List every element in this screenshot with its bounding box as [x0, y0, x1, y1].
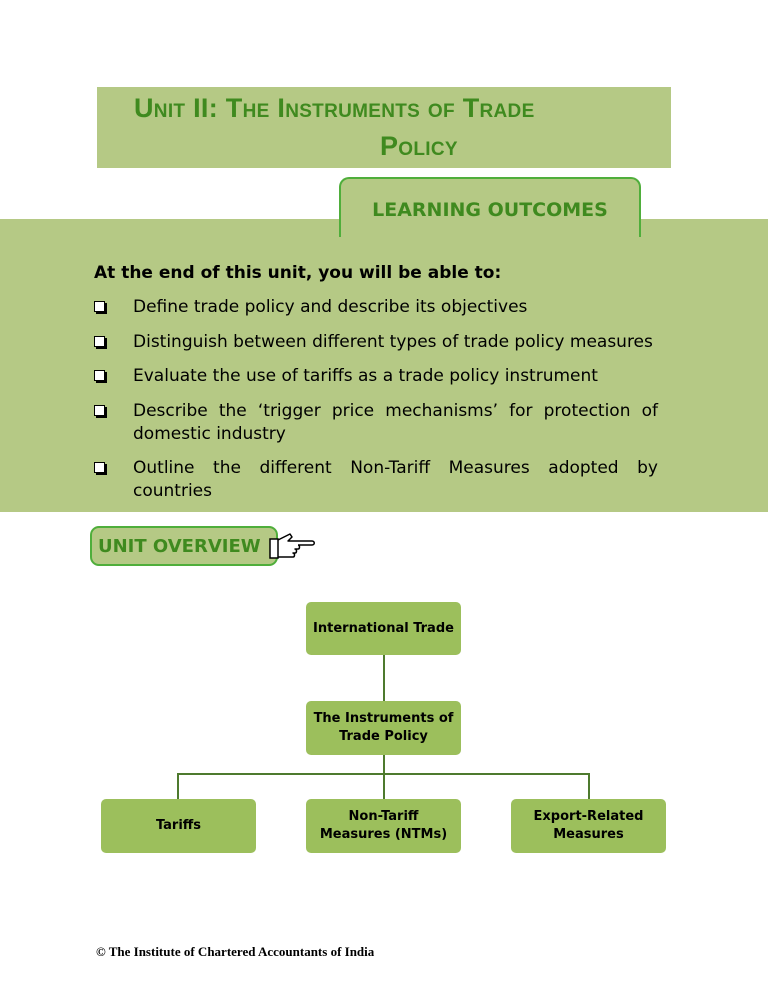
checkbox-bullet-icon	[94, 462, 105, 473]
outcome-text: Distinguish between different types of trade policy measures	[133, 332, 653, 352]
learning-outcomes-intro: At the end of this unit, you will be able to:	[94, 263, 502, 283]
checkbox-bullet-icon	[94, 370, 105, 381]
unit-overview-tab	[90, 526, 278, 566]
outcome-text: Outline the different Non-Tariff Measures adopted by countries	[133, 458, 658, 501]
outcome-text: Describe the ‘trigger price mechanisms’ for protection of domestic industry	[133, 401, 658, 444]
diagram-node-root: International Trade	[306, 602, 461, 655]
unit-title-line-2: Policy	[380, 131, 458, 161]
pointing-hand-icon	[268, 530, 316, 562]
unit-overview-heading: UNIT OVERVIEW	[98, 536, 261, 557]
diagram-node-tariffs: Tariffs	[101, 799, 256, 853]
checkbox-bullet-icon	[94, 405, 105, 416]
unit-title-banner	[97, 87, 671, 168]
outcome-text: Define trade policy and describe its objectives	[133, 297, 528, 317]
diagram-node-mid: The Instruments of Trade Policy	[306, 701, 461, 755]
connector-child-1	[177, 773, 179, 799]
checkbox-bullet-icon	[94, 301, 105, 312]
connector-root-mid	[383, 655, 385, 701]
unit-title-line-1: Unit II: The Instruments of Trade	[134, 93, 535, 123]
learning-outcomes-tab	[339, 177, 641, 237]
learning-outcomes-heading: LEARNING OUTCOMES	[372, 199, 608, 221]
footer-copyright: © The Institute of Chartered Accountants of India	[96, 944, 375, 959]
diagram-node-export: Export-Related Measures	[511, 799, 666, 853]
connector-child-3	[588, 773, 590, 799]
learning-outcomes-panel	[0, 219, 768, 512]
connector-child-2	[383, 773, 385, 799]
connector-mid-bus	[383, 755, 385, 774]
diagram-node-ntms: Non-Tariff Measures (NTMs)	[306, 799, 461, 853]
outcome-text: Evaluate the use of tariffs as a trade policy instrument	[133, 366, 598, 386]
checkbox-bullet-icon	[94, 336, 105, 347]
